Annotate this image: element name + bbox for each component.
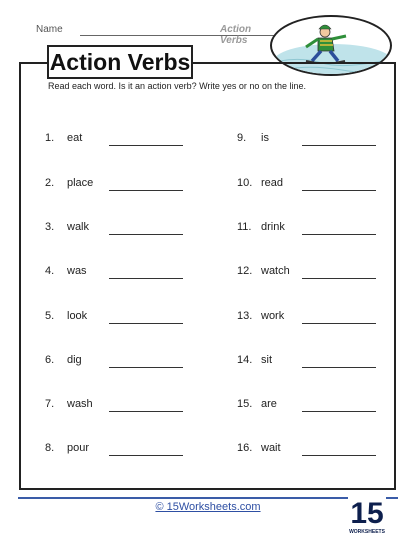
answer-line[interactable] [109,323,183,324]
item-word: wash [67,398,93,410]
answer-line[interactable] [302,234,376,235]
item-number: 11. [237,221,252,233]
name-row [36,24,276,46]
item-number: 16. [237,442,253,454]
item-word: dig [67,354,82,366]
item-word: are [261,398,277,410]
item-word: is [261,132,269,144]
item-number: 8. [45,442,55,454]
item-word: look [67,310,88,322]
item-word: was [67,265,87,277]
answer-line[interactable] [109,190,183,191]
answer-line[interactable] [109,278,183,279]
item-number: 13. [237,310,253,322]
item-word: walk [67,221,90,233]
answer-line[interactable] [109,455,183,456]
answer-line[interactable] [302,411,376,412]
item-word: wait [261,442,281,454]
title-box [47,45,193,79]
instructions: Read each word. Is it an action verb? Write yes or no on the line. [48,81,306,91]
item-word: place [67,177,94,189]
item-word: watch [261,265,290,277]
page-title: Action Verbs [49,49,191,75]
answer-line[interactable] [109,367,183,368]
item-number: 5. [45,310,55,322]
item-number: 2. [45,177,55,189]
item-word: work [261,310,285,322]
item-number: 6. [45,354,55,366]
item-number: 4. [45,265,55,277]
item-number: 15. [237,398,253,410]
logo-number: 15 [350,497,384,530]
footer-divider [18,497,398,499]
answer-line[interactable] [109,145,183,146]
item-word: read [261,177,284,189]
answer-line[interactable] [302,455,376,456]
item-word: eat [67,132,83,144]
item-number: 14. [237,354,253,366]
footer-link[interactable]: © 15Worksheets.com [155,501,261,513]
answer-line[interactable] [302,323,376,324]
item-number: 7. [45,398,55,410]
fifteen-logo-icon [348,493,386,537]
logo-text: WORKSHEETS [349,529,385,535]
item-word: sit [261,354,272,366]
answer-line[interactable] [109,234,183,235]
item-number: 12. [237,265,253,277]
name-value: Action Verbs [220,24,252,46]
answer-line[interactable] [302,145,376,146]
item-number: 1. [45,132,55,144]
answer-line[interactable] [302,278,376,279]
site-logo [348,493,386,537]
item-number: 10. [237,177,253,189]
item-number: 3. [45,221,55,233]
answer-line[interactable] [302,367,376,368]
answer-line[interactable] [109,411,183,412]
item-word: drink [261,221,285,233]
name-label: Name [36,24,63,35]
answer-line[interactable] [302,190,376,191]
item-number: 9. [237,132,247,144]
item-word: pour [67,442,90,454]
